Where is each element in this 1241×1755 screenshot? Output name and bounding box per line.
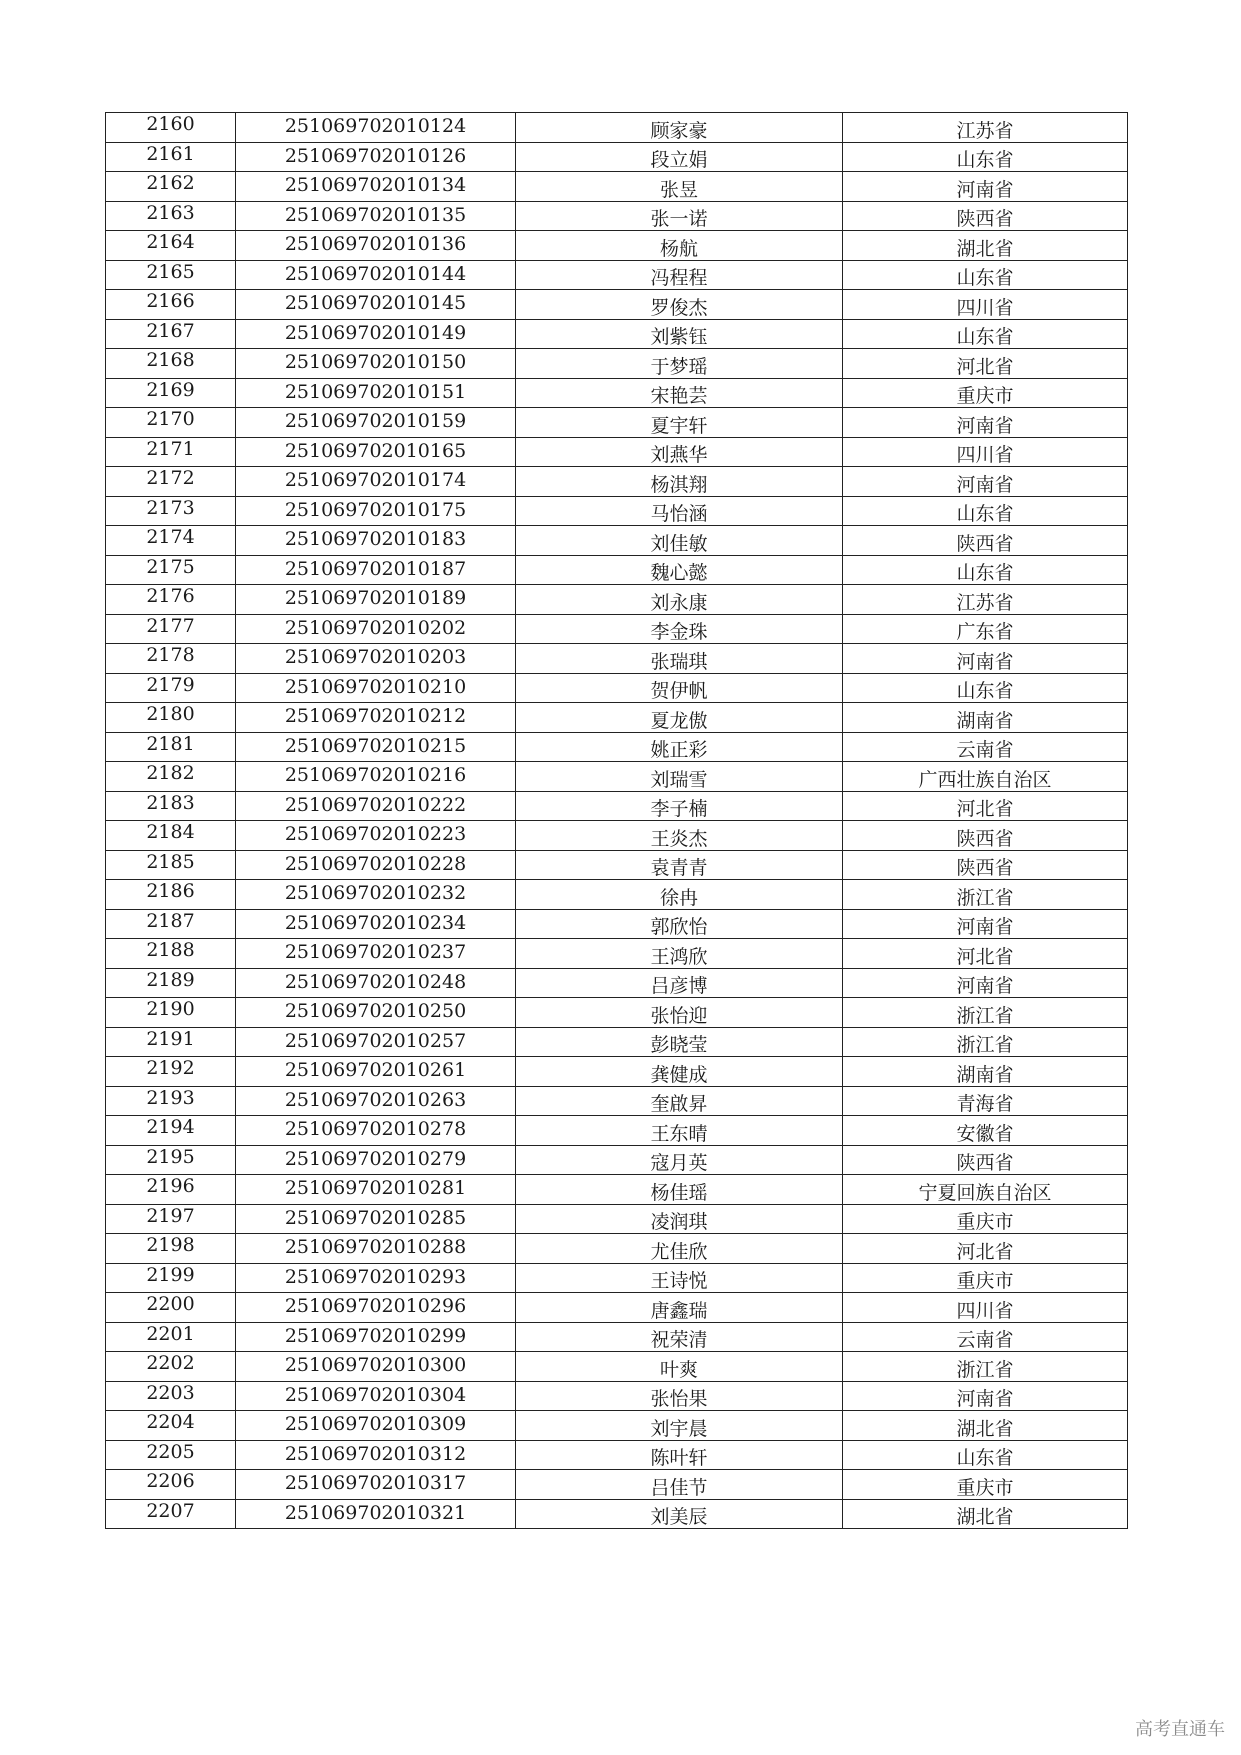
table-row [106,231,1128,261]
row-number-cell: 2176 [106,585,236,615]
row-number-cell: 2198 [106,1234,236,1264]
table-row [106,1440,1128,1470]
row-number-cell: 2178 [106,644,236,674]
province-cell: 浙江省 [843,998,1128,1028]
ticket-number-cell: 251069702010299 [236,1322,516,1352]
table-row [106,1381,1128,1411]
student-name-cell: 夏龙傲 [516,703,843,733]
row-number-cell: 2175 [106,555,236,585]
student-name-cell: 刘宇晨 [516,1411,843,1441]
ticket-number-cell: 251069702010149 [236,319,516,349]
table-row [106,1322,1128,1352]
student-name-cell: 刘瑞雪 [516,762,843,792]
table-row [106,614,1128,644]
province-cell: 山东省 [843,555,1128,585]
ticket-number-cell: 251069702010215 [236,732,516,762]
province-cell: 重庆市 [843,1204,1128,1234]
row-number-cell: 2174 [106,526,236,556]
student-name-cell: 罗俊杰 [516,290,843,320]
student-name-cell: 杨航 [516,231,843,261]
row-number-cell: 2170 [106,408,236,438]
ticket-number-cell: 251069702010285 [236,1204,516,1234]
ticket-number-cell: 251069702010203 [236,644,516,674]
province-cell: 河南省 [843,172,1128,202]
student-name-cell: 张怡果 [516,1381,843,1411]
table-row [106,1411,1128,1441]
row-number-cell: 2188 [106,939,236,969]
row-number-cell: 2185 [106,850,236,880]
student-name-cell: 王东晴 [516,1116,843,1146]
table-row [106,142,1128,172]
ticket-number-cell: 251069702010232 [236,880,516,910]
student-name-cell: 马怡涵 [516,496,843,526]
province-cell: 青海省 [843,1086,1128,1116]
province-cell: 湖南省 [843,703,1128,733]
row-number-cell: 2167 [106,319,236,349]
row-number-cell: 2201 [106,1322,236,1352]
row-number-cell: 2168 [106,349,236,379]
student-name-cell: 张瑞琪 [516,644,843,674]
table-row [106,1027,1128,1057]
roster-body [106,113,1128,1529]
ticket-number-cell: 251069702010278 [236,1116,516,1146]
ticket-number-cell: 251069702010309 [236,1411,516,1441]
table-row [106,1175,1128,1205]
table-row [106,1057,1128,1087]
row-number-cell: 2202 [106,1352,236,1382]
ticket-number-cell: 251069702010212 [236,703,516,733]
province-cell: 河北省 [843,1234,1128,1264]
student-name-cell: 宋艳芸 [516,378,843,408]
ticket-number-cell: 251069702010126 [236,142,516,172]
table-row [106,1116,1128,1146]
student-name-cell: 姚正彩 [516,732,843,762]
ticket-number-cell: 251069702010145 [236,290,516,320]
roster-table [105,112,1128,1529]
province-cell: 山东省 [843,260,1128,290]
ticket-number-cell: 251069702010202 [236,614,516,644]
student-name-cell: 唐鑫瑞 [516,1293,843,1323]
table-row [106,673,1128,703]
row-number-cell: 2190 [106,998,236,1028]
ticket-number-cell: 251069702010150 [236,349,516,379]
ticket-number-cell: 251069702010134 [236,172,516,202]
row-number-cell: 2193 [106,1086,236,1116]
student-name-cell: 奎啟昇 [516,1086,843,1116]
province-cell: 四川省 [843,290,1128,320]
ticket-number-cell: 251069702010187 [236,555,516,585]
row-number-cell: 2181 [106,732,236,762]
student-name-cell: 袁青青 [516,850,843,880]
row-number-cell: 2194 [106,1116,236,1146]
province-cell: 宁夏回族自治区 [843,1175,1128,1205]
row-number-cell: 2166 [106,290,236,320]
ticket-number-cell: 251069702010165 [236,437,516,467]
table-row [106,1204,1128,1234]
row-number-cell: 2182 [106,762,236,792]
province-cell: 云南省 [843,1322,1128,1352]
province-cell: 江苏省 [843,585,1128,615]
student-name-cell: 刘美辰 [516,1499,843,1529]
row-number-cell: 2172 [106,467,236,497]
table-row [106,968,1128,998]
student-name-cell: 于梦瑶 [516,349,843,379]
province-cell: 江苏省 [843,113,1128,143]
table-row [106,732,1128,762]
province-cell: 湖北省 [843,231,1128,261]
row-number-cell: 2161 [106,142,236,172]
province-cell: 云南省 [843,732,1128,762]
student-name-cell: 王诗悦 [516,1263,843,1293]
table-row [106,939,1128,969]
student-name-cell: 夏宇轩 [516,408,843,438]
province-cell: 山东省 [843,673,1128,703]
province-cell: 重庆市 [843,1470,1128,1500]
student-name-cell: 凌润琪 [516,1204,843,1234]
province-cell: 山东省 [843,1440,1128,1470]
province-cell: 湖北省 [843,1499,1128,1529]
student-name-cell: 刘永康 [516,585,843,615]
row-number-cell: 2205 [106,1440,236,1470]
ticket-number-cell: 251069702010222 [236,791,516,821]
ticket-number-cell: 251069702010296 [236,1293,516,1323]
province-cell: 河南省 [843,467,1128,497]
ticket-number-cell: 251069702010124 [236,113,516,143]
row-number-cell: 2207 [106,1499,236,1529]
row-number-cell: 2165 [106,260,236,290]
province-cell: 山东省 [843,319,1128,349]
student-name-cell: 张怡迎 [516,998,843,1028]
ticket-number-cell: 251069702010223 [236,821,516,851]
row-number-cell: 2195 [106,1145,236,1175]
province-cell: 四川省 [843,437,1128,467]
row-number-cell: 2183 [106,791,236,821]
student-name-cell: 彭晓莹 [516,1027,843,1057]
province-cell: 河北省 [843,791,1128,821]
ticket-number-cell: 251069702010144 [236,260,516,290]
row-number-cell: 2163 [106,201,236,231]
table-row [106,585,1128,615]
province-cell: 浙江省 [843,1027,1128,1057]
watermark-text: 高考直通车 [1135,1719,1225,1740]
province-cell: 河南省 [843,968,1128,998]
ticket-number-cell: 251069702010228 [236,850,516,880]
province-cell: 重庆市 [843,378,1128,408]
ticket-number-cell: 251069702010279 [236,1145,516,1175]
row-number-cell: 2189 [106,968,236,998]
table-row [106,1470,1128,1500]
row-number-cell: 2191 [106,1027,236,1057]
table-row [106,113,1128,143]
table-row [106,1234,1128,1264]
table-row [106,644,1128,674]
row-number-cell: 2180 [106,703,236,733]
table-row [106,1352,1128,1382]
student-name-cell: 王炎杰 [516,821,843,851]
ticket-number-cell: 251069702010216 [236,762,516,792]
province-cell: 四川省 [843,1293,1128,1323]
row-number-cell: 2192 [106,1057,236,1087]
row-number-cell: 2162 [106,172,236,202]
table-row [106,555,1128,585]
student-name-cell: 刘燕华 [516,437,843,467]
row-number-cell: 2164 [106,231,236,261]
row-number-cell: 2206 [106,1470,236,1500]
row-number-cell: 2199 [106,1263,236,1293]
ticket-number-cell: 251069702010304 [236,1381,516,1411]
table-row [106,319,1128,349]
ticket-number-cell: 251069702010312 [236,1440,516,1470]
ticket-number-cell: 251069702010135 [236,201,516,231]
student-name-cell: 张一诺 [516,201,843,231]
student-name-cell: 刘佳敏 [516,526,843,556]
ticket-number-cell: 251069702010175 [236,496,516,526]
province-cell: 河南省 [843,644,1128,674]
row-number-cell: 2169 [106,378,236,408]
province-cell: 湖南省 [843,1057,1128,1087]
table-row [106,496,1128,526]
row-number-cell: 2200 [106,1293,236,1323]
table-row [106,850,1128,880]
ticket-number-cell: 251069702010234 [236,909,516,939]
province-cell: 浙江省 [843,880,1128,910]
table-row [106,909,1128,939]
student-name-cell: 李子楠 [516,791,843,821]
row-number-cell: 2173 [106,496,236,526]
ticket-number-cell: 251069702010261 [236,1057,516,1087]
table-row [106,526,1128,556]
province-cell: 山东省 [843,142,1128,172]
student-name-cell: 贺伊帆 [516,673,843,703]
student-name-cell: 尤佳欣 [516,1234,843,1264]
province-cell: 湖北省 [843,1411,1128,1441]
student-name-cell: 龚健成 [516,1057,843,1087]
table-row [106,791,1128,821]
province-cell: 陕西省 [843,526,1128,556]
province-cell: 河南省 [843,408,1128,438]
province-cell: 陕西省 [843,1145,1128,1175]
table-row [106,998,1128,1028]
table-row [106,1086,1128,1116]
ticket-number-cell: 251069702010281 [236,1175,516,1205]
province-cell: 陕西省 [843,821,1128,851]
row-number-cell: 2204 [106,1411,236,1441]
table-row [106,762,1128,792]
ticket-number-cell: 251069702010151 [236,378,516,408]
student-name-cell: 吕彦博 [516,968,843,998]
student-name-cell: 陈叶轩 [516,1440,843,1470]
student-name-cell: 郭欣怡 [516,909,843,939]
ticket-number-cell: 251069702010321 [236,1499,516,1529]
province-cell: 浙江省 [843,1352,1128,1382]
table-row [106,408,1128,438]
student-name-cell: 段立娟 [516,142,843,172]
row-number-cell: 2186 [106,880,236,910]
table-row [106,172,1128,202]
table-row [106,1499,1128,1529]
ticket-number-cell: 251069702010189 [236,585,516,615]
ticket-number-cell: 251069702010136 [236,231,516,261]
row-number-cell: 2160 [106,113,236,143]
province-cell: 河南省 [843,909,1128,939]
student-name-cell: 冯程程 [516,260,843,290]
row-number-cell: 2179 [106,673,236,703]
student-name-cell: 刘紫钰 [516,319,843,349]
ticket-number-cell: 251069702010250 [236,998,516,1028]
ticket-number-cell: 251069702010317 [236,1470,516,1500]
student-name-cell: 叶爽 [516,1352,843,1382]
ticket-number-cell: 251069702010300 [236,1352,516,1382]
ticket-number-cell: 251069702010159 [236,408,516,438]
student-name-cell: 李金珠 [516,614,843,644]
table-row [106,260,1128,290]
table-row [106,378,1128,408]
table-row [106,467,1128,497]
table-row [106,1263,1128,1293]
table-row [106,290,1128,320]
student-name-cell: 徐冉 [516,880,843,910]
province-cell: 山东省 [843,496,1128,526]
province-cell: 陕西省 [843,850,1128,880]
table-row [106,349,1128,379]
ticket-number-cell: 251069702010248 [236,968,516,998]
row-number-cell: 2197 [106,1204,236,1234]
ticket-number-cell: 251069702010288 [236,1234,516,1264]
student-name-cell: 杨淇翔 [516,467,843,497]
row-number-cell: 2177 [106,614,236,644]
student-name-cell: 吕佳节 [516,1470,843,1500]
table-row [106,880,1128,910]
row-number-cell: 2196 [106,1175,236,1205]
row-number-cell: 2187 [106,909,236,939]
table-row [106,821,1128,851]
province-cell: 河北省 [843,349,1128,379]
province-cell: 安徽省 [843,1116,1128,1146]
ticket-number-cell: 251069702010210 [236,673,516,703]
student-name-cell: 杨佳瑶 [516,1175,843,1205]
row-number-cell: 2171 [106,437,236,467]
table-row [106,1293,1128,1323]
row-number-cell: 2184 [106,821,236,851]
province-cell: 河南省 [843,1381,1128,1411]
province-cell: 陕西省 [843,201,1128,231]
ticket-number-cell: 251069702010174 [236,467,516,497]
table-row [106,437,1128,467]
table-row [106,201,1128,231]
student-name-cell: 魏心懿 [516,555,843,585]
province-cell: 重庆市 [843,1263,1128,1293]
province-cell: 广东省 [843,614,1128,644]
table-row [106,1145,1128,1175]
student-name-cell: 祝荣清 [516,1322,843,1352]
ticket-number-cell: 251069702010237 [236,939,516,969]
row-number-cell: 2203 [106,1381,236,1411]
ticket-number-cell: 251069702010293 [236,1263,516,1293]
student-name-cell: 王鸿欣 [516,939,843,969]
student-name-cell: 寇月英 [516,1145,843,1175]
province-cell: 广西壮族自治区 [843,762,1128,792]
student-name-cell: 顾家豪 [516,113,843,143]
table-row [106,703,1128,733]
student-name-cell: 张昱 [516,172,843,202]
ticket-number-cell: 251069702010257 [236,1027,516,1057]
ticket-number-cell: 251069702010183 [236,526,516,556]
province-cell: 河北省 [843,939,1128,969]
ticket-number-cell: 251069702010263 [236,1086,516,1116]
